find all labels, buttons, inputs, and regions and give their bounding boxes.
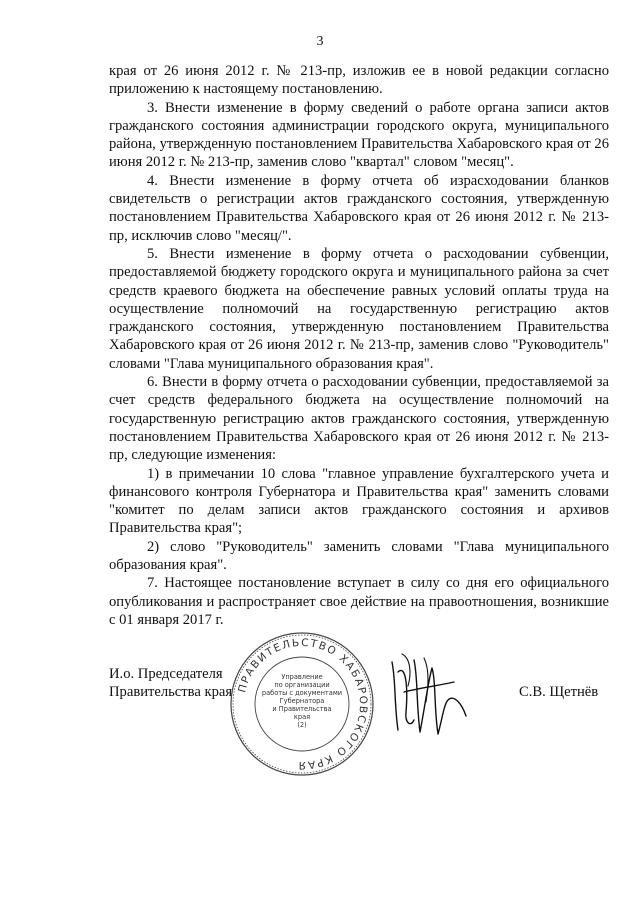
paragraph-item-3: 3. Внести изменение в форму сведений о работе органа записи актов гражданского состояния администрации городского округа, муниципального района, утвержденную постановлением Правительства Хабаровского края от 26 июня 2012 г. № 213-пр, заменив слово "квартал" словом "месяц". <box>109 99 609 171</box>
seal-inner-line: по организации <box>274 681 330 689</box>
seal-inner-line: (2) <box>297 721 307 729</box>
seal-inner-line: работы с документами <box>261 689 343 697</box>
paragraph-subitem-2: 2) слово "Руководитель" заменить словами "Глава муниципального образования края". <box>109 538 609 574</box>
seal-inner-text <box>262 673 342 729</box>
seal-outer-text: ПРАВИТЕЛЬСТВО ХАБАРОВСКОГО КРАЯ <box>236 636 370 772</box>
handwritten-signature <box>384 642 474 742</box>
paragraph-continuation: края от 26 июня 2012 г. № 213-пр, изложив ее в новой редакции согласно приложению к настоящему постановлению. <box>109 63 609 98</box>
paragraph-item-4: 4. Внести изменение в форму отчета об израсходовании бланков свидетельств о регистрации актов гражданского состояния, утвержденную постановлением Правительства Хабаровского края от 26 июня 2012 г. № 213-пр, исключив слово "месяц/". <box>109 172 609 244</box>
seal-inner-line: Управление <box>281 673 323 681</box>
seal-inner-line: и Правительства <box>272 705 332 713</box>
signatory-title-line-2: Правительства края <box>109 684 233 700</box>
signatory-title <box>109 665 232 701</box>
paragraph-item-7: 7. Настоящее постановление вступает в силу со дня его официального опубликования и распространяет свое действие на правоотношения, возникшие с 01 января 2017 г. <box>109 575 609 628</box>
signatory-title-line-1: И.о. Председателя <box>109 666 223 682</box>
signatory-name: С.В. Щетнёв <box>519 684 599 700</box>
official-seal <box>228 630 376 778</box>
page-number: 3 <box>316 34 324 49</box>
document-body <box>109 62 609 629</box>
paragraph-subitem-1: 1) в примечании 10 слова "главное управление бухгалтерского учета и финансового контроля Губернатора и Правительства края" заменить словами "комитет по делам записи актов гражданского состояния и архивов Правительства края"; <box>109 465 609 537</box>
paragraph-item-5: 5. Внести изменение в форму отчета о расходовании субвенции, предоставляемой бюджету городского округа и муниципального района за счет средств краевого бюджета на обеспечение равных условий оплаты труда на осуществление полномочий на государственную регистрацию актов гражданского состояния, утвержденную постановлением Правительства Хабаровского края от 26 июня 2012 г. № 213-пр, заменив слово "Руководитель" словами "Глава муниципального образования края". <box>109 245 609 372</box>
paragraph-item-6: 6. Внести в форму отчета о расходовании субвенции, предоставляемой за счет средств федерального бюджета на осуществление полномочий на государственную регистрацию актов гражданского состояния, утвержденную постановлением Правительства Хабаровского края от 26 июня 2012 г. № 213-пр, следующие изменения: <box>109 374 609 464</box>
seal-inner-line: Губернатора <box>279 697 325 705</box>
seal-inner-line: края <box>293 713 311 721</box>
